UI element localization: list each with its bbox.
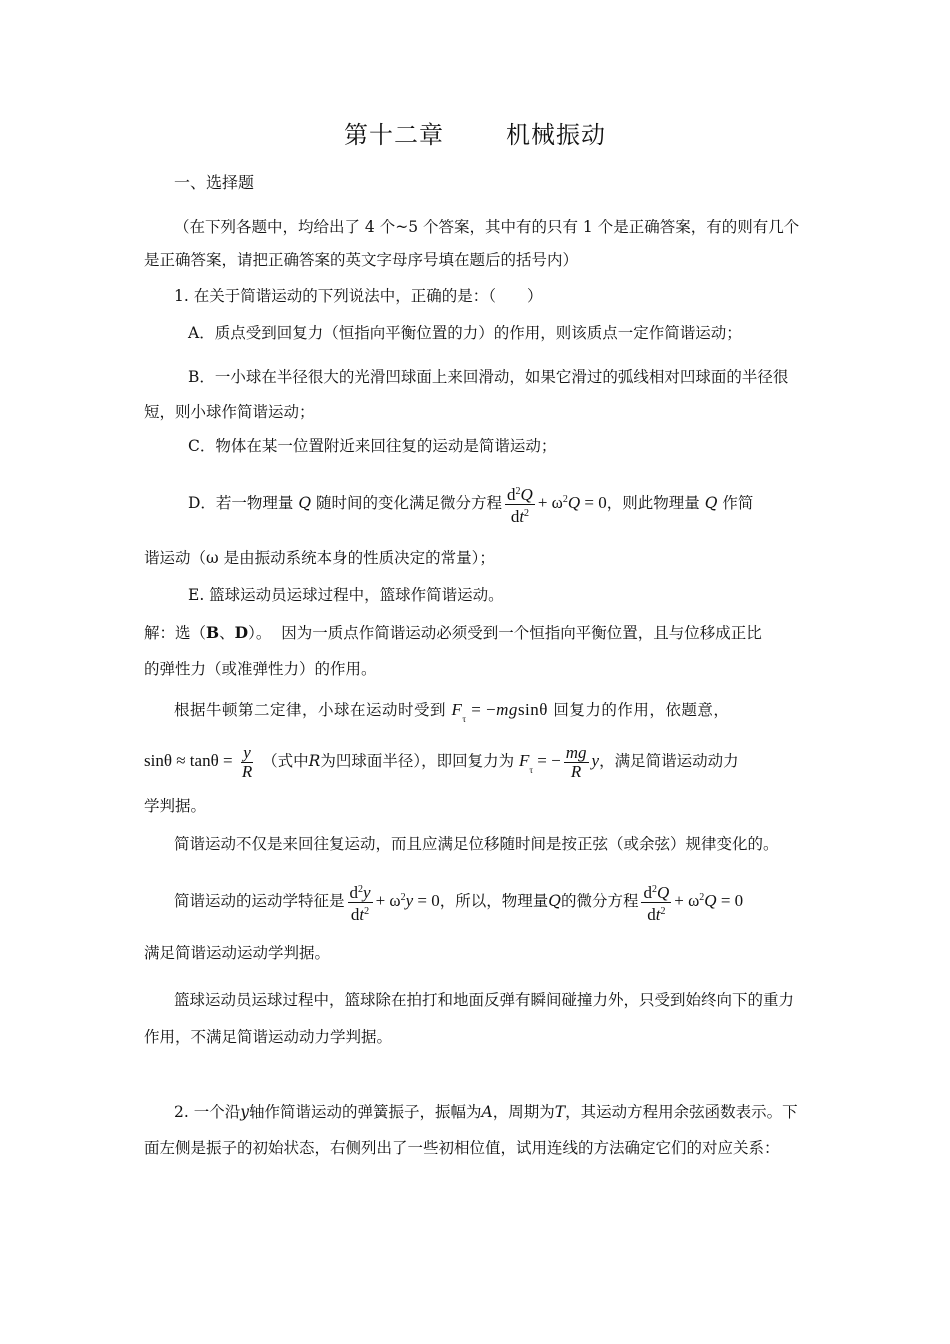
restoring-force-linear: $F_\tau$ = − $\frac{mg}{R}$ y [519,742,600,781]
answer-para-newton: 根据牛顿第二定律，小球在运动时受到 $F_\tau = -mgsin\theta$ 回复力的作用，依题意， [174,700,730,724]
answer-para-approx-cont: 学判据。 [144,797,207,815]
diff-equation-q-2: $\frac{d^2Q}{dt^2}$ + $\omega^2Q = 0$ [643,882,744,924]
q1-option-e: E. 篮球运动员运球过程中，篮球作简谐运动。 [188,586,504,604]
answer-para-approx: sinθ ≈ tanθ = $\frac{y}{R}$ （式中R为凹球面半径），即回复力为 $F_\tau$ = − $\frac{mg}{R}$ y，满足简谐运动动力 [144,742,739,781]
answer-choice-d: D [234,623,249,642]
q1-option-c: C．物体在某一位置附近来回往复的运动是简谐运动； [188,437,557,455]
answer-para-kinematic: 简谐运动的运动学特征是 $\frac{d^2y}{dt^2}$ + $\omega^2y = 0$，所以，物理量Q的微分方程 $\frac{d^2Q}{dt^2}$ + $\omega^2Q = 0$ [174,882,744,924]
diff-equation-y: $\frac{d^2y}{dt^2}$ + $\omega^2y = 0$ [349,882,440,924]
q1-option-d-cont: 谐运动（ω 是由振动系统本身的性质决定的常量）； [144,549,495,567]
chapter-number: 第十二章 [344,121,444,149]
small-angle-formula: sinθ ≈ tanθ = $\frac{y}{R}$ [144,742,253,781]
q2-stem: 2. 一个沿y轴作简谐运动的弹簧振子，振幅为A，周期为T，其运动方程用余弦函数表示。下面左侧是振子的初始状态，右侧列出了一些初相位值，试用连线的方法确定它们的对应关系： [144,1103,798,1157]
chapter-title [0,120,950,150]
answer-para-basketball: 篮球运动员运球过程中，篮球除在拍打和地面反弹有瞬间碰撞力外，只受到始终向下的重力作用，不满足简谐运动动力学判据。 [144,991,795,1046]
section-heading: 一、选择题 [174,173,255,192]
q1-option-b: B．一小球在半径很大的光滑凹球面上来回滑动，如果它滑过的弧线相对凹球面的半径很短，则小球作简谐运动； [144,368,789,421]
diff-equation-q: $\frac{d^2Q}{dt^2}$ + $\omega^2Q = 0$ [507,484,607,526]
instructions: （在下列各题中，均给出了 4 个~5 个答案，其中有的只有 1 个是正确答案，有的则有几个是正确答案，请把正确答案的英文字母序号填在题后的括号内） [144,218,800,269]
answer-line-1: 解：选（B、D）。 因为一质点作简谐运动必须受到一个恒指向平衡位置，且与位移成正比 [144,623,762,642]
answer-para-kinematic-cont: 满足简谐运动运动学判据。 [144,944,331,962]
answer-para-shm: 简谐运动不仅是来回往复运动，而且应满足位移随时间是按正弦（或余弦）规律变化的。 [174,835,779,853]
chapter-name: 机械振动 [506,121,606,149]
q1-stem: 1. 在关于简谐运动的下列说法中，正确的是：（ ） [174,287,543,305]
answer-line-2: 的弹性力（或准弹性力）的作用。 [144,660,377,678]
answer-choice-b: B [206,623,220,642]
restoring-force-formula: $F_\tau = -mgsin\theta$ [451,700,548,724]
q1-option-a: A．质点受到回复力（恒指向平衡位置的力）的作用，则该质点一定作简谐运动； [188,324,742,342]
q1-option-d: D．若一物理量 Q 随时间的变化满足微分方程 $\frac{d^2Q}{dt^2}$ + $\omega^2Q = 0$，则此物理量 Q 作简 [188,484,754,526]
